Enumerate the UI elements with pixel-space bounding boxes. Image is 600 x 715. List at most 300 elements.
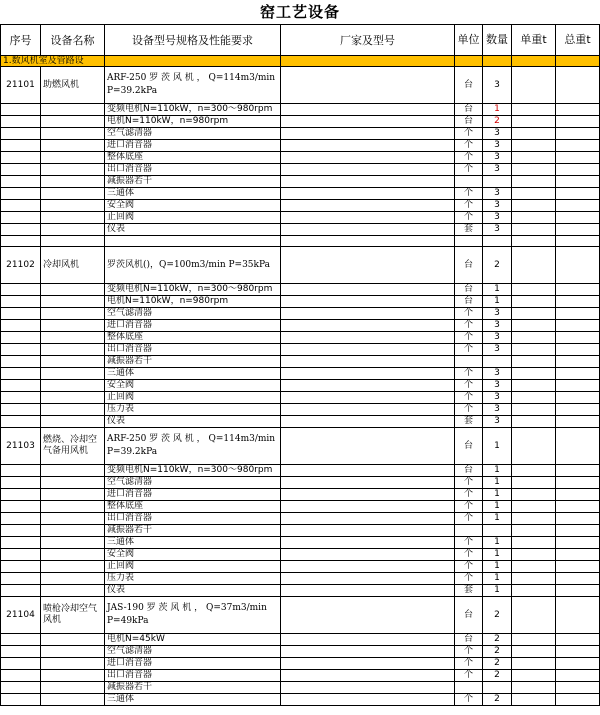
cell-unit-weight (512, 356, 556, 368)
cell-total-weight (556, 188, 600, 200)
cell-no (1, 404, 41, 416)
cell-name (41, 104, 105, 116)
header-name: 设备名称 (41, 25, 105, 56)
cell-vendor (281, 634, 455, 646)
cell-no (1, 200, 41, 212)
cell-spec: 进口消音器 (105, 658, 281, 670)
cell-no (1, 585, 41, 597)
cell-total-weight (556, 200, 600, 212)
cell-total-weight (556, 356, 600, 368)
cell-unit-weight (512, 200, 556, 212)
cell-spec: 三通体 (105, 537, 281, 549)
cell-total-weight (556, 247, 600, 284)
cell-name (41, 694, 105, 706)
equipment-row (1, 67, 600, 104)
cell-no (1, 465, 41, 477)
cell-total-weight (556, 344, 600, 356)
component-row (1, 188, 600, 200)
cell-unit: 个 (455, 489, 483, 501)
cell-total-weight (556, 537, 600, 549)
component-row (1, 320, 600, 332)
cell-unit: 台 (455, 296, 483, 308)
page-title: 窑工艺设备 (259, 3, 340, 21)
cell-unit: 套 (455, 224, 483, 236)
cell-total-weight (556, 380, 600, 392)
component-row (1, 489, 600, 501)
cell-no (1, 164, 41, 176)
cell-qty: 2 (483, 597, 512, 634)
cell-total-weight (556, 116, 600, 128)
cell-unit: 台 (455, 465, 483, 477)
cell-qty: 1 (483, 561, 512, 573)
cell-unit: 个 (455, 573, 483, 585)
cell-spec: 仪表 (105, 585, 281, 597)
cell-unit: 个 (455, 128, 483, 140)
cell-name (41, 525, 105, 537)
cell-unit (455, 236, 483, 247)
cell-unit: 个 (455, 212, 483, 224)
cell-name (41, 296, 105, 308)
component-row (1, 284, 600, 296)
cell-vendor (281, 368, 455, 380)
cell-qty: 1 (483, 513, 512, 525)
cell-no (1, 140, 41, 152)
cell-unit-weight (512, 525, 556, 537)
cell-no (1, 332, 41, 344)
cell-qty: 2 (483, 694, 512, 706)
cell-no (1, 646, 41, 658)
cell-spec: 空气滤清器 (105, 477, 281, 489)
component-row (1, 646, 600, 658)
component-row (1, 236, 600, 247)
cell-qty: 3 (483, 368, 512, 380)
cell-no (1, 416, 41, 428)
cell-total-weight (556, 513, 600, 525)
cell-unit: 台 (455, 597, 483, 634)
cell-name (41, 392, 105, 404)
cell-qty: 2 (483, 646, 512, 658)
component-row (1, 176, 600, 188)
cell-no (1, 320, 41, 332)
cell-qty: 3 (483, 212, 512, 224)
cell-name (41, 501, 105, 513)
header-unit-weight: 单重t (512, 25, 556, 56)
cell-unit-weight (512, 236, 556, 247)
cell-total-weight (556, 658, 600, 670)
cell-total-weight (556, 489, 600, 501)
cell-name (41, 224, 105, 236)
cell-no (1, 634, 41, 646)
cell-qty (483, 525, 512, 537)
cell-spec: 止回阀 (105, 392, 281, 404)
cell-unit: 个 (455, 152, 483, 164)
cell-unit-weight (512, 128, 556, 140)
cell-total-weight (556, 585, 600, 597)
component-row (1, 164, 600, 176)
cell-qty: 1 (483, 585, 512, 597)
cell-spec: 减振器若干 (105, 525, 281, 537)
component-row (1, 356, 600, 368)
cell-vendor (281, 416, 455, 428)
cell-total-weight (556, 67, 600, 104)
cell-total-weight (556, 164, 600, 176)
cell-spec (105, 236, 281, 247)
cell-total-weight (556, 428, 600, 465)
component-row (1, 392, 600, 404)
cell-spec: 安全阀 (105, 380, 281, 392)
cell-unit-weight (512, 284, 556, 296)
cell-name (41, 537, 105, 549)
cell-spec: 电机N=110kW，n=980rpm (105, 116, 281, 128)
component-row (1, 116, 600, 128)
cell-vendor (281, 694, 455, 706)
cell-vendor (281, 188, 455, 200)
cell-vendor (281, 477, 455, 489)
cell-no (1, 224, 41, 236)
cell-vendor (281, 356, 455, 368)
cell-spec: 整体底座 (105, 152, 281, 164)
cell-spec: 电机N=45kW (105, 634, 281, 646)
cell-vendor (281, 561, 455, 573)
cell-unit: 个 (455, 164, 483, 176)
cell-no (1, 670, 41, 682)
cell-name (41, 658, 105, 670)
cell-unit-weight (512, 489, 556, 501)
cell-unit: 个 (455, 308, 483, 320)
cell-name (41, 284, 105, 296)
cell-unit-weight (512, 320, 556, 332)
cell-unit: 个 (455, 658, 483, 670)
cell-unit-weight (512, 308, 556, 320)
cell-spec: 三通体 (105, 694, 281, 706)
cell-no (1, 682, 41, 694)
cell-no: 21102 (1, 247, 41, 284)
cell-qty: 3 (483, 416, 512, 428)
cell-total-weight (556, 284, 600, 296)
cell-spec: 整体底座 (105, 501, 281, 513)
cell-unit-weight (512, 188, 556, 200)
cell-qty: 1 (483, 296, 512, 308)
equipment-row (1, 247, 600, 284)
cell-name (41, 188, 105, 200)
cell-no (1, 573, 41, 585)
cell-qty (483, 356, 512, 368)
cell-unit: 个 (455, 392, 483, 404)
cell-unit-weight (512, 344, 556, 356)
component-row (1, 694, 600, 706)
cell-unit: 台 (455, 247, 483, 284)
cell-vendor (281, 247, 455, 284)
cell-total-weight (556, 465, 600, 477)
header-qty: 数量 (483, 25, 512, 56)
cell-unit-weight (512, 296, 556, 308)
header-row (1, 25, 600, 56)
cell-qty: 3 (483, 128, 512, 140)
cell-no (1, 380, 41, 392)
cell-qty: 1 (483, 284, 512, 296)
cell-qty: 1 (483, 428, 512, 465)
cell-qty: 2 (483, 247, 512, 284)
cell-vendor (281, 585, 455, 597)
cell-vendor (281, 236, 455, 247)
section-title: 1.数风机室及管路设 (1, 56, 105, 67)
cell-name (41, 513, 105, 525)
cell-unit: 个 (455, 501, 483, 513)
cell-unit-weight (512, 368, 556, 380)
cell-name (41, 670, 105, 682)
component-row (1, 224, 600, 236)
cell-total-weight (556, 416, 600, 428)
cell-unit-weight (512, 549, 556, 561)
cell-total-weight (556, 140, 600, 152)
cell-no (1, 525, 41, 537)
cell-unit-weight (512, 140, 556, 152)
cell-unit: 个 (455, 404, 483, 416)
cell-spec: 出口消音器 (105, 670, 281, 682)
cell-name (41, 561, 105, 573)
cell-qty: 3 (483, 188, 512, 200)
cell-name (41, 128, 105, 140)
cell-vendor (281, 320, 455, 332)
cell-no (1, 308, 41, 320)
cell-spec: 变频电机N=110kW，n=300～980rpm (105, 465, 281, 477)
header-no: 序号 (1, 25, 41, 56)
cell-no: 21104 (1, 597, 41, 634)
cell-unit-weight (512, 585, 556, 597)
cell-name (41, 176, 105, 188)
cell-unit: 个 (455, 320, 483, 332)
cell-name (41, 465, 105, 477)
cell-vendor (281, 200, 455, 212)
cell-name (41, 152, 105, 164)
cell-vendor (281, 380, 455, 392)
cell-spec: 出口消音器 (105, 164, 281, 176)
cell-qty: 3 (483, 224, 512, 236)
cell-no (1, 116, 41, 128)
cell-name (41, 682, 105, 694)
cell-vendor (281, 597, 455, 634)
cell-qty: 1 (483, 465, 512, 477)
cell-vendor (281, 573, 455, 585)
cell-no (1, 176, 41, 188)
cell-unit: 台 (455, 284, 483, 296)
cell-unit: 套 (455, 416, 483, 428)
component-row (1, 561, 600, 573)
cell-unit-weight (512, 380, 556, 392)
cell-no (1, 152, 41, 164)
cell-qty: 3 (483, 392, 512, 404)
cell-total-weight (556, 501, 600, 513)
cell-unit: 台 (455, 67, 483, 104)
cell-name (41, 356, 105, 368)
cell-unit: 个 (455, 537, 483, 549)
cell-total-weight (556, 597, 600, 634)
cell-unit: 台 (455, 428, 483, 465)
cell-unit-weight (512, 537, 556, 549)
cell-total-weight (556, 176, 600, 188)
cell-name: 燃烧、冷却空气备用风机 (41, 428, 105, 465)
cell-vendor (281, 344, 455, 356)
cell-no (1, 368, 41, 380)
cell-qty: 3 (483, 332, 512, 344)
cell-unit (455, 356, 483, 368)
cell-no (1, 477, 41, 489)
cell-qty: 3 (483, 152, 512, 164)
cell-vendor (281, 646, 455, 658)
cell-qty: 3 (483, 164, 512, 176)
cell-unit-weight (512, 176, 556, 188)
cell-name (41, 646, 105, 658)
cell-unit: 台 (455, 634, 483, 646)
cell-no (1, 296, 41, 308)
cell-unit: 台 (455, 104, 483, 116)
cell-unit-weight (512, 573, 556, 585)
cell-unit: 个 (455, 646, 483, 658)
cell-unit-weight (512, 152, 556, 164)
component-row (1, 501, 600, 513)
cell-total-weight (556, 224, 600, 236)
cell-vendor (281, 428, 455, 465)
cell-unit (455, 682, 483, 694)
cell-no (1, 501, 41, 513)
cell-total-weight (556, 525, 600, 537)
component-row (1, 404, 600, 416)
cell-vendor (281, 537, 455, 549)
component-row (1, 573, 600, 585)
cell-unit: 个 (455, 513, 483, 525)
component-row (1, 344, 600, 356)
cell-name (41, 380, 105, 392)
header-spec: 设备型号规格及性能要求 (105, 25, 281, 56)
cell-no (1, 284, 41, 296)
component-row (1, 104, 600, 116)
cell-spec: 三通体 (105, 188, 281, 200)
cell-name (41, 549, 105, 561)
cell-name (41, 164, 105, 176)
component-row (1, 212, 600, 224)
cell-qty: 2 (483, 116, 512, 128)
cell-qty: 3 (483, 200, 512, 212)
component-row (1, 368, 600, 380)
header-total-weight: 总重t (556, 25, 600, 56)
cell-qty: 1 (483, 104, 512, 116)
cell-vendor (281, 658, 455, 670)
cell-spec: ARF-250 罗 茨 风 机 ， Q=114m3/min P=39.2kPa (105, 428, 281, 465)
cell-spec: 止回阀 (105, 212, 281, 224)
cell-unit-weight (512, 634, 556, 646)
cell-spec: 安全阀 (105, 200, 281, 212)
cell-vendor (281, 67, 455, 104)
cell-total-weight (556, 561, 600, 573)
cell-unit: 个 (455, 477, 483, 489)
cell-name (41, 200, 105, 212)
cell-no (1, 549, 41, 561)
cell-spec: 空气滤清器 (105, 646, 281, 658)
cell-name (41, 573, 105, 585)
cell-spec: 出口消音器 (105, 513, 281, 525)
cell-total-weight (556, 332, 600, 344)
component-row (1, 308, 600, 320)
cell-qty: 3 (483, 308, 512, 320)
cell-vendor (281, 224, 455, 236)
cell-unit-weight (512, 670, 556, 682)
cell-unit-weight (512, 682, 556, 694)
cell-spec: ARF-250 罗 茨 风 机 ， Q=114m3/min P=39.2kPa (105, 67, 281, 104)
cell-vendor (281, 549, 455, 561)
cell-vendor (281, 392, 455, 404)
cell-spec: 出口消音器 (105, 344, 281, 356)
cell-qty: 2 (483, 670, 512, 682)
cell-vendor (281, 489, 455, 501)
cell-total-weight (556, 694, 600, 706)
cell-unit-weight (512, 428, 556, 465)
cell-spec: 减振器若干 (105, 176, 281, 188)
equipment-table (0, 24, 600, 706)
cell-qty (483, 176, 512, 188)
cell-spec: 空气滤清器 (105, 128, 281, 140)
component-row (1, 513, 600, 525)
cell-total-weight (556, 320, 600, 332)
cell-qty: 2 (483, 634, 512, 646)
cell-spec: 进口消音器 (105, 140, 281, 152)
cell-qty: 2 (483, 658, 512, 670)
cell-total-weight (556, 404, 600, 416)
cell-name (41, 116, 105, 128)
cell-total-weight (556, 682, 600, 694)
cell-unit: 个 (455, 140, 483, 152)
cell-unit-weight (512, 104, 556, 116)
cell-name: 助燃风机 (41, 67, 105, 104)
component-row (1, 152, 600, 164)
cell-name (41, 320, 105, 332)
cell-unit-weight (512, 561, 556, 573)
cell-no (1, 392, 41, 404)
cell-unit: 个 (455, 368, 483, 380)
cell-name (41, 404, 105, 416)
component-row (1, 549, 600, 561)
cell-unit: 套 (455, 585, 483, 597)
cell-qty: 1 (483, 573, 512, 585)
component-row (1, 416, 600, 428)
cell-vendor (281, 308, 455, 320)
cell-no (1, 694, 41, 706)
cell-no (1, 128, 41, 140)
cell-vendor (281, 682, 455, 694)
cell-unit-weight (512, 392, 556, 404)
cell-name (41, 477, 105, 489)
cell-spec: 变频电机N=110kW，n=300～980rpm (105, 284, 281, 296)
cell-name (41, 585, 105, 597)
component-row (1, 200, 600, 212)
cell-spec: 罗茨风机()，Q=100m3/min P=35kPa (105, 247, 281, 284)
cell-name (41, 140, 105, 152)
cell-name (41, 368, 105, 380)
cell-total-weight (556, 308, 600, 320)
component-row (1, 634, 600, 646)
cell-unit (455, 525, 483, 537)
cell-total-weight (556, 368, 600, 380)
cell-unit: 个 (455, 200, 483, 212)
cell-spec: 整体底座 (105, 332, 281, 344)
component-row (1, 537, 600, 549)
cell-no (1, 513, 41, 525)
cell-name (41, 344, 105, 356)
cell-spec: 进口消音器 (105, 320, 281, 332)
cell-unit: 个 (455, 380, 483, 392)
component-row (1, 332, 600, 344)
cell-unit: 个 (455, 561, 483, 573)
cell-no (1, 537, 41, 549)
